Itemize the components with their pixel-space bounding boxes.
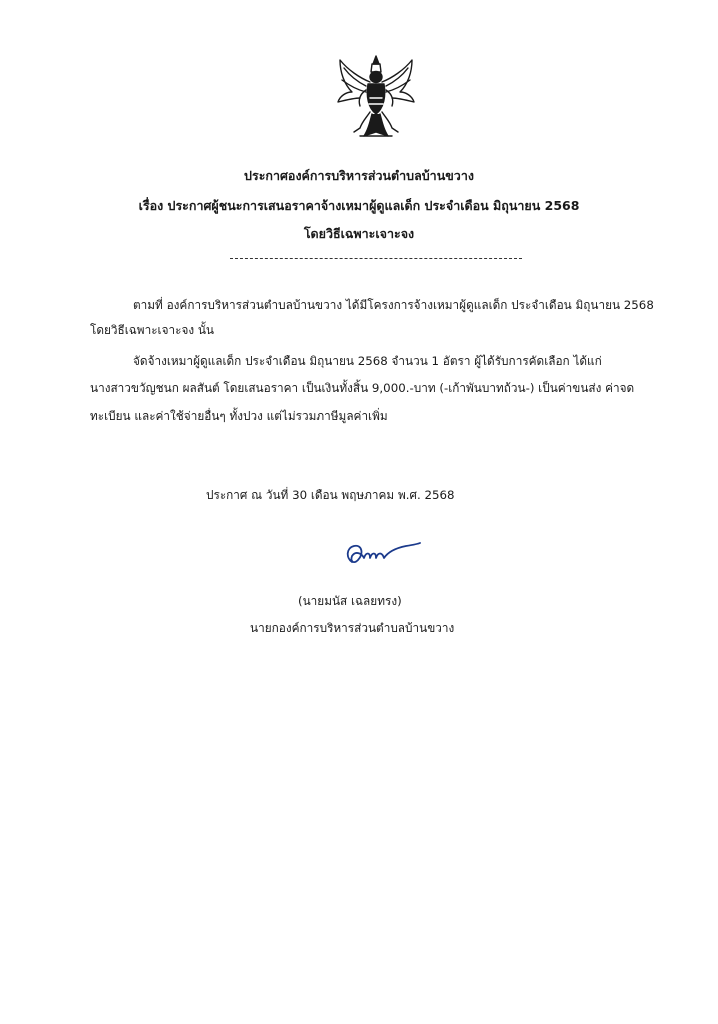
- signer-title: นายกองค์การบริหารส่วนตำบลบ้านขวาง: [250, 621, 455, 635]
- garuda-emblem-icon: [330, 52, 422, 144]
- heading-line-1: ประกาศองค์การบริหารส่วนตำบลบ้านขวาง: [244, 168, 474, 183]
- heading-divider: [230, 258, 522, 259]
- signer-name: (นายมนัส เฉลยทรง): [298, 594, 402, 608]
- body-paragraph-2-line-2: นางสาวขวัญชนก ผลสันต์ โดยเสนอราคา เป็นเงินทั้งสิ้น 9,000.-บาท (-เก้าพันบาทถ้วน-) เป็นค่าขนส่ง ค่าจด: [90, 381, 635, 395]
- body-paragraph-2-line-3: ทะเบียน และค่าใช้จ่ายอื่นๆ ทั้งปวง แต่ไม่รวมภาษีมูลค่าเพิ่ม: [90, 409, 388, 423]
- body-paragraph-1-line-2: โดยวิธีเฉพาะเจาะจง นั้น: [90, 323, 214, 337]
- heading-line-2: เรื่อง ประกาศผู้ชนะการเสนอราคาจ้างเหมาผู้ดูแลเด็ก ประจำเดือน มิถุนายน 2568: [138, 198, 580, 213]
- body-paragraph-1-line-1: ตามที่ องค์การบริหารส่วนตำบลบ้านขวาง ได้มีโครงการจ้างเหมาผู้ดูแลเด็ก ประจำเดือน มิถุนายน 2568: [133, 298, 654, 312]
- body-paragraph-2-line-1: จัดจ้างเหมาผู้ดูแลเด็ก ประจำเดือน มิถุนายน 2568 จำนวน 1 อัตรา ผู้ได้รับการคัดเลือก ได้แก่: [133, 354, 602, 368]
- announcement-date: ประกาศ ณ วันที่ 30 เดือน พฤษภาคม พ.ศ. 2568: [206, 488, 455, 502]
- heading-line-3: โดยวิธีเฉพาะเจาะจง: [303, 226, 415, 241]
- signature: [342, 540, 422, 570]
